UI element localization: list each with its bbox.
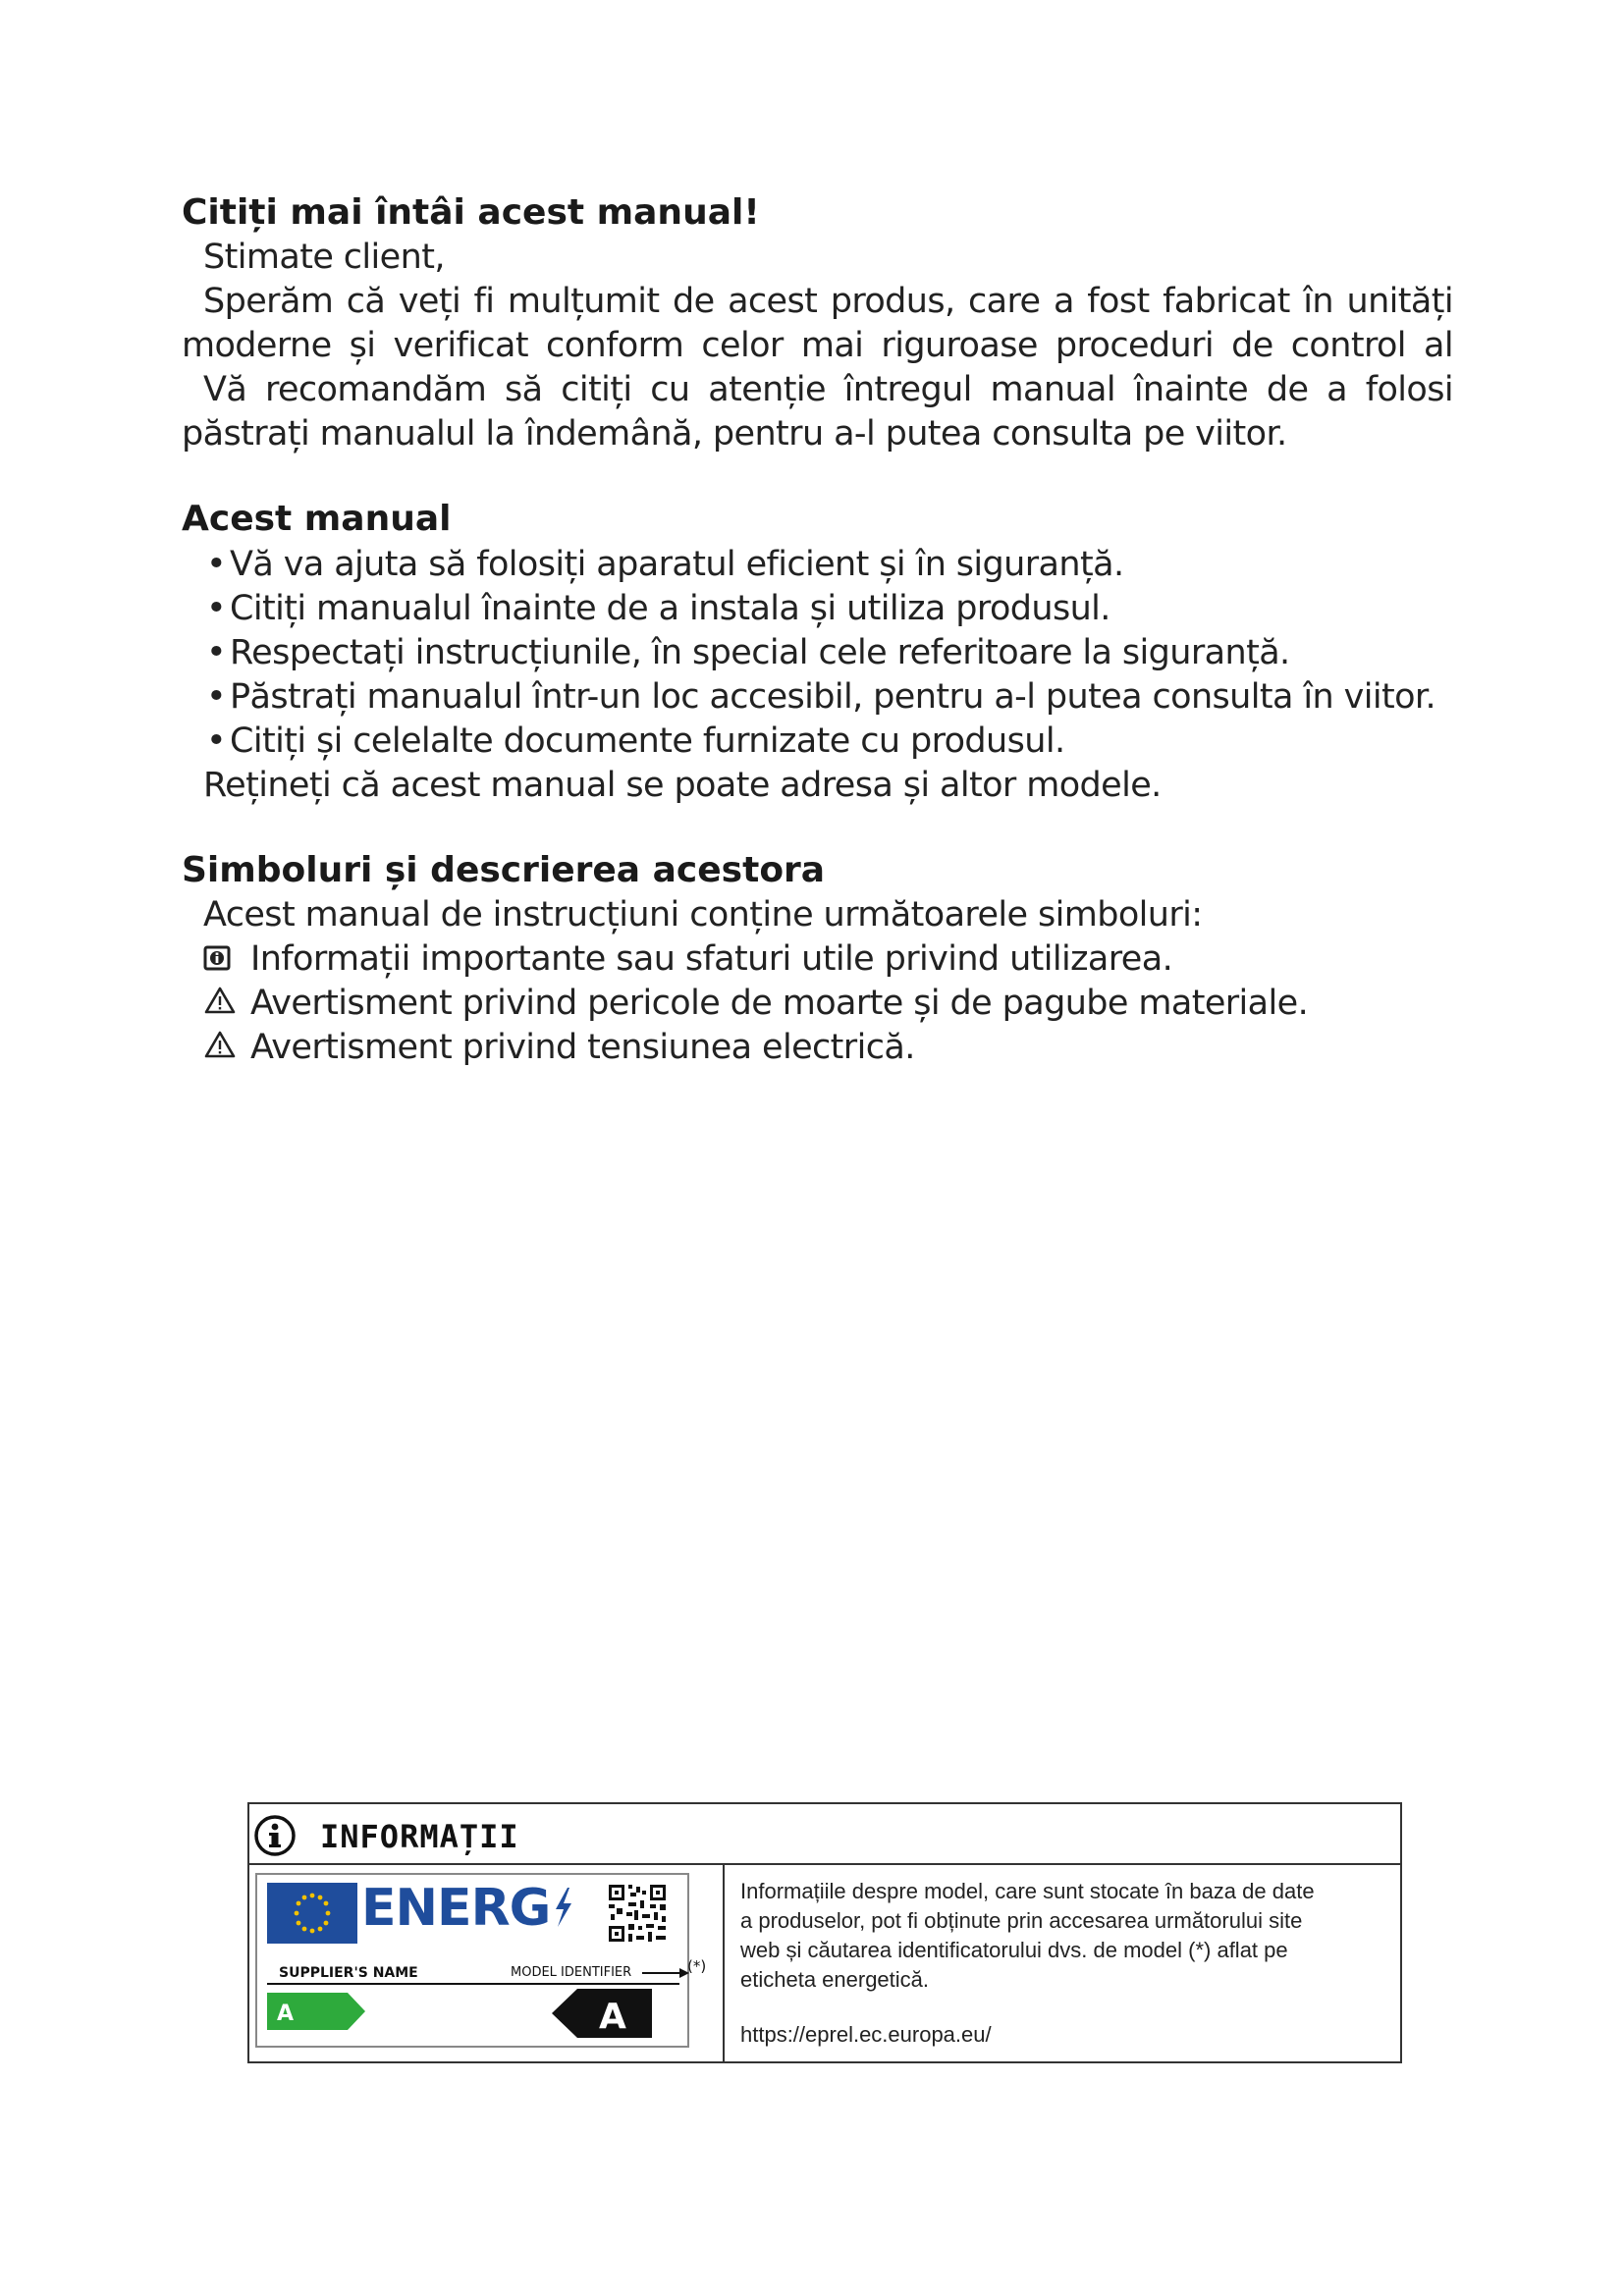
list-item: • Vă va ajuta să folosiți aparatul eficient și în siguranță. (206, 543, 1123, 587)
info-text-line: a produselor, pot fi obținute prin accesarea următorului site (740, 1908, 1303, 1933)
energy-label-panel (249, 1865, 725, 2063)
heading-read-manual-first: Citiți mai întâi acest manual! (182, 192, 760, 233)
info-icon (203, 938, 250, 983)
arrow-icon (642, 1967, 689, 1979)
qr-code-icon (607, 1883, 668, 1944)
model-identifier: MODEL IDENTIFIER (511, 1965, 632, 1980)
information-header (249, 1804, 1400, 1865)
info-text-line: web și căutarea identificatorului dvs. de model (*) aflat pe (740, 1938, 1288, 1962)
bullet-icon: • (206, 721, 227, 761)
energy-label (255, 1873, 689, 2048)
heading-this-manual: Acest manual (182, 499, 452, 539)
list-item: • Citiți manualul înainte de a instala și utiliza produsul. (206, 587, 1110, 631)
greeting-line: Stimate client, (203, 238, 445, 277)
warning-icon (203, 1027, 250, 1071)
bullet-icon: • (206, 589, 227, 628)
symbols-intro: Acest manual de instrucțiuni conține următoarele simboluri: (203, 895, 1203, 934)
bullet-icon: • (206, 545, 227, 584)
warning-icon (203, 983, 250, 1027)
label-divider (267, 1983, 679, 1985)
list-item: • Citiți și celelalte documente furnizate cu produsul. (206, 720, 1064, 764)
paragraph-line: moderne și verificat conform celor mai riguroase proceduri de control al (182, 326, 1453, 365)
lightning-icon (550, 1886, 575, 1929)
svg-text:A: A (277, 2002, 295, 2026)
list-item: • Respectați instrucțiunile, în special cele referitoare la siguranță. (206, 631, 1290, 675)
paragraph-line: Sperăm că veți fi mulțumit de acest produs, care a fost fabricat în unități (203, 282, 1453, 321)
supplier-name: SUPPLIER'S NAME (279, 1965, 418, 1981)
eprel-link[interactable]: https://eprel.ec.europa.eu/ (740, 2022, 992, 2047)
eu-flag-icon (267, 1883, 357, 1944)
note-line: Rețineți că acest manual se poate adresa și altor modele. (203, 766, 1162, 805)
paragraph-line: păstrați manualul la îndemână, pentru a-l putea consulta pe viitor. (182, 414, 1287, 454)
model-marker: (*) (687, 1957, 707, 1975)
svg-text:A: A (599, 1997, 626, 2037)
efficiency-class-arrow (267, 1993, 365, 2034)
heading-symbols: Simboluri și descrierea acestora (182, 850, 826, 890)
bullet-icon: • (206, 633, 227, 672)
efficiency-class-indicator (552, 1989, 652, 2042)
information-box (247, 1802, 1402, 2063)
symbol-row: Avertisment privind tensiunea electrică. (203, 1026, 915, 1071)
information-title: INFORMAȚII (320, 1818, 519, 1855)
information-text (740, 1877, 1388, 2050)
symbol-row: Informații importante sau sfaturi utile privind utilizarea. (203, 937, 1172, 983)
info-text-line: Informațiile despre model, care sunt stocate în baza de date (740, 1879, 1315, 1903)
bullet-icon: • (206, 677, 227, 717)
paragraph-line: Vă recomandăm să citiți cu atenție întregul manual înainte de a folosi (203, 370, 1453, 409)
energy-brand: ENERG (361, 1879, 575, 1938)
info-text-line: eticheta energetică. (740, 1967, 930, 1992)
info-circle-icon (253, 1814, 297, 1861)
symbol-row: Avertisment privind pericole de moarte și de pagube materiale. (203, 982, 1308, 1027)
list-item: • Păstrați manualul într-un loc accesibil, pentru a-l putea consulta în viitor. (206, 675, 1435, 720)
